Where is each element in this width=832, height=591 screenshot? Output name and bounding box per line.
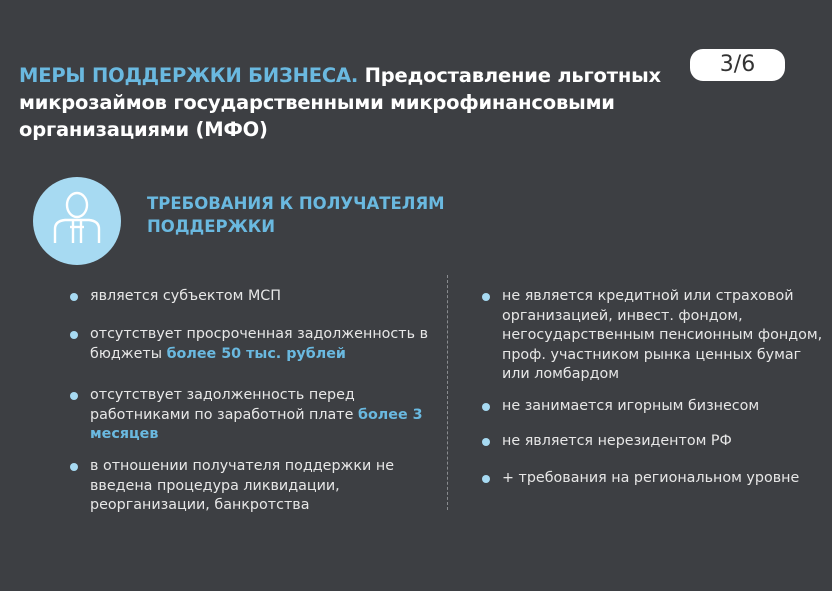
item-highlight: более 3 месяцев <box>90 406 423 442</box>
item-text: не является нерезидентом РФ <box>502 433 732 449</box>
list-item <box>70 457 435 516</box>
item-highlight: более 50 тыс. рублей <box>166 345 346 362</box>
bullet-icon <box>482 293 490 301</box>
bullet-icon <box>482 438 490 446</box>
item-text: является субъектом МСП <box>90 288 282 304</box>
bullet-icon <box>70 293 78 301</box>
list-item <box>70 325 435 364</box>
item-text: в отношении получателя поддержки не введена процедура ликвидации, реорганизации, банкротства <box>90 458 395 513</box>
item-text: отсутствует задолженность перед работниками по заработной плате <box>90 387 358 423</box>
page-title <box>19 62 679 143</box>
bullet-icon <box>70 463 78 471</box>
bullet-icon <box>70 331 78 339</box>
page-title-accent: МЕРЫ ПОДДЕРЖКИ БИЗНЕСА. <box>19 64 359 87</box>
list-item <box>482 469 799 489</box>
list-item <box>70 386 435 445</box>
page-title-text: Предоставление льготных микрозаймов государственными микрофинансовыми организациями (МФО) <box>19 64 661 141</box>
item-text: отсутствует просроченная задолженность в бюджеты <box>90 326 429 362</box>
item-text: не занимается игорным бизнесом <box>502 398 760 414</box>
list-item <box>482 397 759 417</box>
item-text: не является кредитной или страховой организацией, инвест. фондом, негосударственным пенсионным фондом, проф. участником рынка ценных бумаг или ломбардом <box>502 288 823 382</box>
person-icon <box>33 177 121 265</box>
list-item <box>70 287 281 307</box>
bullet-icon <box>482 403 490 411</box>
bullet-icon <box>70 392 78 400</box>
bullet-icon <box>482 475 490 483</box>
section-title: ТРЕБОВАНИЯ К ПОЛУЧАТЕЛЯМ ПОДДЕРЖКИ <box>147 194 445 236</box>
item-text: + требования на региональном уровне <box>502 470 800 486</box>
list-item <box>482 432 732 452</box>
page-counter-badge: 3/6 <box>690 49 785 81</box>
column-divider <box>447 275 448 510</box>
list-item <box>482 287 827 385</box>
